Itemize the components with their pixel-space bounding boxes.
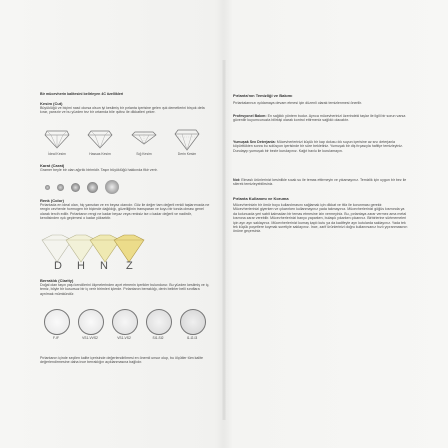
note-text: Elmaslı ürünlerinizi kesinlikle sıcak su ile temas ettirmeyin ve yıkamayınız. Temizlik için uygun bir bez ile silerek temizleyebilirsiniz.: [233, 178, 407, 187]
protection-text: Mücevherinizin bir ömür boyu kullanılmasını sağlamak için dikkat ve titiz ile korunması gerekir. Mücevherlerinizi giyerken ve çıkarırken kullanmayınız yada takmayınız. Mücevherlerinizi göğüs kısmında ya da kolunuzda yeri sabit kalmadan bir temas etmesine izin vermeyiniz. Bu, pırlantaya zarar vermez ama metal kısmına zarar verebilir. Mücevherlerinizi banyo yaparken, bulaşık yıkarken çıkarınız. Birbirlerine sürtmemeleri için ayrı ayrı saklayınız. Mücevherlerinizi kumaş kaplı kutu ya da kadifeyle ayrı kutularda saklayınız. Yada tek tek küçük poşetlere koymak suretiyle saklayınız. İnce, zarif ürünlerinizi doğru kullanırsanız hızlı yıpranmasının önüne geçersiniz.: [233, 203, 408, 234]
note-paragraph: [233, 178, 409, 187]
carat-diamond: [57, 184, 64, 191]
left-page-title: Bir mücevherin kalitesini belirleyen 4C özellikleri: [40, 92, 124, 96]
carat-diamond: [45, 185, 50, 190]
cut-heading: Kesim (Cut): [40, 101, 63, 106]
precise-cut-diagram: [87, 127, 113, 149]
carat-size-row: [45, 180, 125, 196]
mild-detergent-text: Mücevherlerinizi küçük bir kap dolusu ılık suyun içerisine az sıvı deterjanla köpürttükten sonra bu solüsyon içerisinde bir süre bekletiniz. Yumuşak bir diş fırçasıyla hafifçe temizleyiniz. Durulayıp yumuşak bir bezle kurulayınız. Kağıt havlu ile kurulamayın.: [233, 140, 403, 153]
color-text: Pırlantada en ideal olan, hiç yansıtan ve en beyaz olanıdır. Göz ile değer tam değerli renkli taşlarımızda ne rengin cevherde hormogen bir biçimde dağıldığı, güzelliğinin transparan ve koyu bir tonda olması genel olarak tercih edilir. Pırlantanın rengi ne kadar beyaz veya renksiz ise o kadar değerli ve nadirdir, kendisinden ışık geçirmesi o kadar yüksektir.: [40, 203, 210, 221]
right-page: [233, 0, 409, 448]
cut-text: Büyüklüğü ve biçimi nasıl olursa olsun iyi kesilmiş bir pırlanta içerisine gelen ışık demetlerini birçok defa kırar, yansıtır ve bu yüzden tez bir ortamda bile ışıltısı ile dikkatleri çeker.: [40, 106, 205, 115]
cut-shapes: [40, 127, 208, 167]
clarity-label-i: I1-I2-I3: [186, 336, 198, 340]
pro-care-paragraph: [233, 114, 409, 123]
protection-heading: Pırlanta Kullanımı ve Koruma: [233, 196, 289, 201]
clarity-diamond-i: [180, 309, 206, 335]
deep-cut-diagram: [174, 127, 200, 151]
right-page-title: Pırlanta'nın Temizliği ve Bakımı: [233, 93, 293, 98]
carat-diamond: [87, 182, 98, 193]
ideal-cut-diagram: [44, 127, 70, 149]
left-page-footer-text: Pırlantanın içinde seçilen kalite içerisinde değerlendirilmesi en önemli unsur olup, bu ölçütler tüm kalite değerlendirmesine daha ince berraklığın açıklanmasına bağlıdır.: [40, 356, 204, 365]
clarity-label-si: SI1-SI2: [152, 336, 164, 340]
page-spine: [222, 60, 226, 420]
color-grade-z: Z: [126, 260, 133, 272]
shallow-cut-label: Sığ Kesim: [136, 152, 152, 156]
clarity-text: Doğal olan taşın yaşı kendilerini ölçmelerinden ayırt etmenin içerikler bulundurur. Bu yüzden kesilmiş ve iç, temiz, böyle bir kusursuz bir iç verir birimleri içlerde. Pırlantanın berraklığı, derin belirler belli sınıflara ayrılmak mümkündür.: [40, 283, 210, 296]
carat-heading: Karat (Carat): [40, 163, 65, 168]
clarity-label-vvs: VS1-VVS2: [82, 336, 98, 340]
clarity-label-vs: VS1-VS2: [117, 336, 131, 340]
pro-care-heading: Profesyonel Bakım:: [233, 114, 267, 118]
mild-detergent-paragraph: [233, 140, 409, 153]
color-heading: Renk (Color): [40, 198, 64, 203]
clarity-diamond-fif: [44, 309, 70, 335]
precise-cut-label: Hassas Kesim: [89, 152, 111, 156]
carat-diamond: [71, 183, 80, 192]
ideal-cut-label: İdeal Kesim: [48, 152, 66, 156]
clarity-diamond-vvs: [78, 309, 104, 335]
color-grade-d: D: [54, 260, 62, 272]
clarity-diamond-vs: [112, 309, 138, 335]
clarity-diamond-si: [146, 309, 172, 335]
color-grade-letters: [40, 260, 150, 272]
clarity-heading: Berraklık (Clarity): [40, 278, 74, 283]
pro-care-text: En sağlıklı yöntem budur. Ayrıca mücevherinizi üzerindeki taşlar ile ilgili bir sorun varsa güvenilir kuyumcunuzla bilirkişi olarak kontrol ettirmeniz sağlıklı olacaktır.: [233, 114, 406, 123]
mild-detergent-heading: Yumuşak Sıvı Deterjanla:: [233, 140, 276, 144]
color-grade-n: N: [100, 260, 108, 272]
note-heading: Not:: [233, 178, 241, 182]
left-page: [40, 0, 208, 448]
clarity-label-fif: F-IF: [52, 336, 60, 340]
color-grade-h: H: [77, 260, 85, 272]
shallow-cut-diagram: [131, 128, 157, 148]
clarity-grade-row: [40, 305, 208, 347]
deep-cut-label: Derin Kesim: [177, 152, 197, 156]
carat-diamond: [105, 180, 119, 194]
care-intro-text: Pırlantalarınızı ışıldamaya devam etmesi için düzenli olarak temizlenmesi önerilir.: [233, 101, 363, 105]
carat-text: Gramer beyle bir olan ağırlık birimidir. Taşın büyüklüğü hakkında fikir verir.: [40, 168, 158, 172]
